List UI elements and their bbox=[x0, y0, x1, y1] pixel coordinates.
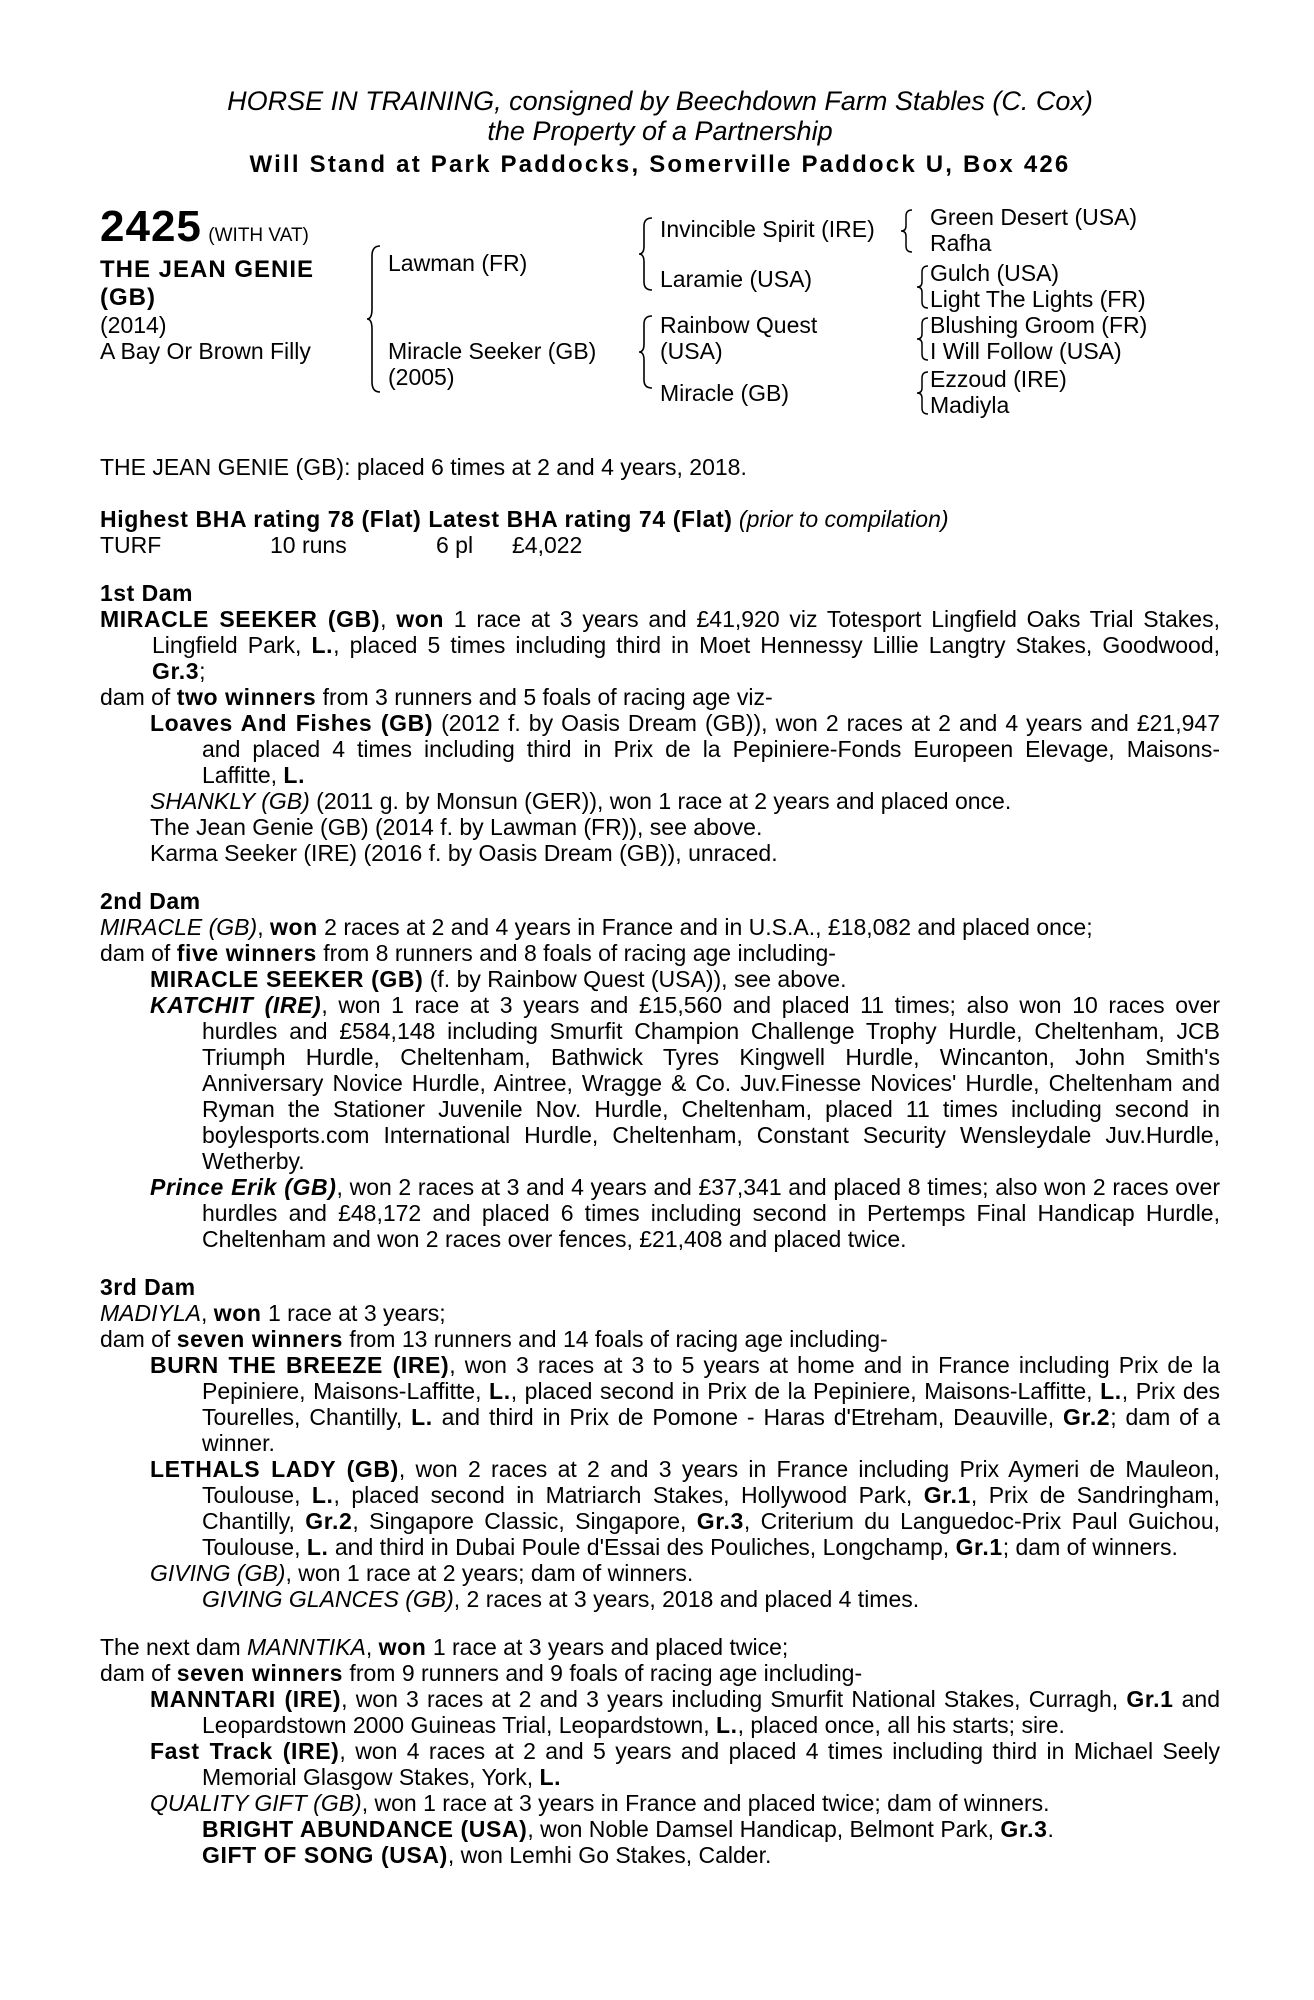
text-run: 2 races at 2 and 4 years in France and in U.S.A., £18,082 and placed once; bbox=[317, 914, 1093, 940]
pedigree-g1: Green Desert (USA) bbox=[930, 204, 1138, 230]
pedigree-brace-5 bbox=[916, 264, 930, 310]
progeny-entry bbox=[100, 1456, 1220, 1560]
text-run: from 13 runners and 14 foals of racing age including- bbox=[343, 1326, 888, 1352]
dam3-damof bbox=[100, 1326, 1220, 1352]
catalogue-page bbox=[100, 86, 1220, 1868]
text-run: , won 3 races at 2 and 3 years including Smurfit National Stakes, Curragh, bbox=[341, 1686, 1127, 1712]
progeny-entry bbox=[100, 788, 1220, 814]
text-run: , placed second in Prix de la Pepiniere, Maisons-Laffitte, bbox=[510, 1378, 1101, 1404]
dam1-damof bbox=[100, 684, 1220, 710]
progeny-entry bbox=[100, 1560, 1220, 1586]
text-run: L. bbox=[1100, 1378, 1122, 1404]
text-run: , placed second in Matriarch Stakes, Hollywood Park, bbox=[333, 1482, 924, 1508]
progeny-entry bbox=[100, 814, 1220, 840]
text-run: Gr.2 bbox=[305, 1508, 353, 1534]
lot-number: 2425 bbox=[100, 202, 202, 251]
text-run: won bbox=[396, 606, 445, 632]
text-run: seven winners bbox=[176, 1660, 344, 1686]
text-run: from 3 runners and 5 foals of racing age viz- bbox=[316, 684, 773, 710]
progeny-entry bbox=[100, 1352, 1220, 1456]
text-run: L. bbox=[283, 762, 306, 788]
text-run: , bbox=[365, 1634, 379, 1660]
text-run: , Prix des Tourelles, Chantilly, bbox=[202, 1378, 1220, 1430]
nextdam-intro bbox=[100, 1634, 1220, 1660]
text-run: , won Lemhi Go Stakes, Calder. bbox=[447, 1842, 772, 1868]
text-run: , bbox=[200, 1300, 214, 1326]
text-run: BRIGHT ABUNDANCE (USA) bbox=[202, 1816, 528, 1842]
text-run: Gr.1 bbox=[955, 1534, 1003, 1560]
text-run: , Criterium du Languedoc-Prix Paul Guichou, Toulouse, bbox=[202, 1508, 1220, 1560]
text-run: won bbox=[378, 1634, 427, 1660]
text-run: 1 race at 3 years and placed twice; bbox=[426, 1634, 789, 1660]
progeny-entry bbox=[100, 1586, 1220, 1612]
text-run: MIRACLE SEEKER (GB) bbox=[100, 606, 381, 632]
pedigree-brace-2 bbox=[638, 216, 654, 292]
text-run: , placed 5 times including third in Moet Hennessy Lillie Langtry Stakes, Goodwood, bbox=[333, 632, 1220, 658]
text-run: dam of bbox=[100, 1660, 177, 1686]
text-run: and Leopardstown 2000 Guineas Trial, Leopardstown, bbox=[202, 1686, 1221, 1738]
text-run: ; dam of winners. bbox=[1002, 1534, 1178, 1560]
progeny-entry bbox=[100, 1790, 1220, 1816]
dam2-intro bbox=[100, 914, 1220, 940]
lot-number-line bbox=[100, 204, 309, 250]
pedigree-dam-sire: Rainbow Quest bbox=[660, 312, 818, 338]
pedigree-brace-7 bbox=[916, 370, 930, 416]
location-line: Will Stand at Park Paddocks, Somerville Paddock U, Box 426 bbox=[249, 151, 1071, 178]
pedigree-brace-1 bbox=[366, 244, 382, 394]
pedigree-g2: Rafha bbox=[930, 230, 992, 256]
text-run: MANNTARI (IRE) bbox=[150, 1686, 342, 1712]
text-run: MIRACLE (GB) bbox=[100, 914, 258, 940]
text-run: , won 4 races at 2 and 5 years and placed 4 times including third in Michael Seely Memorial Glasgow Stakes, York, bbox=[202, 1738, 1220, 1790]
progeny-entry bbox=[100, 1816, 1220, 1842]
progeny-entry bbox=[100, 1174, 1220, 1252]
text-run: Gr.2 bbox=[1063, 1404, 1111, 1430]
pedigree-dam-dam: Miracle (GB) bbox=[660, 380, 790, 406]
stat-prize: £4,022 bbox=[512, 532, 583, 558]
text-run: , won 1 race at 3 years and £15,560 and placed 11 times; also won 10 races over hurdles and £584,148 including Smurfit Champion Challenge Trophy Hurdle, Cheltenham, JCB Triumph Hurdle, Cheltenham, Bathwick Tyres Kingwell Hurdle, Wincanton, John Smith's Anniversary Novice Hurdle, Aintree, Wragge & Co. Juv.Finesse Novices' Hurdle, Cheltenham and Ryman the Stationer Juvenile Nov. Hurdle, Cheltenham, placed 11 times including second in boylesports.com International Hurdle, Cheltenham, Constant Security Wensleydale Juv.Hurdle, Wetherby. bbox=[202, 992, 1220, 1174]
pedigree-dam-sire-origin: (USA) bbox=[660, 338, 723, 364]
text-run: won bbox=[213, 1300, 262, 1326]
dam1-heading: 1st Dam bbox=[100, 580, 193, 606]
text-run: 1 race at 3 years and £41,920 viz Totesport Lingfield Oaks Trial Stakes, Lingfield Park, bbox=[152, 606, 1220, 658]
text-run: L. bbox=[411, 1404, 433, 1430]
text-run: 1 race at 3 years; bbox=[261, 1300, 446, 1326]
text-run: , won 2 races at 2 and 3 years in France including Prix Aymeri de Mauleon, Toulouse, bbox=[202, 1456, 1220, 1508]
text-run: five winners bbox=[176, 940, 317, 966]
text-run: seven winners bbox=[176, 1326, 344, 1352]
text-run: , won 3 races at 3 to 5 years at home and in France including Prix de la Pepiniere, Maisons-Laffitte, bbox=[202, 1352, 1220, 1404]
text-run: , won 1 race at 3 years in France and placed twice; dam of winners. bbox=[361, 1790, 1050, 1816]
pedigree-dam-year: (2005) bbox=[388, 364, 455, 390]
text-run: , Singapore Classic, Singapore, bbox=[352, 1508, 697, 1534]
dam2-heading: 2nd Dam bbox=[100, 888, 201, 914]
pedigree-dam: Miracle Seeker (GB) bbox=[388, 338, 597, 364]
vat-note: (WITH VAT) bbox=[208, 225, 309, 246]
foaling-year: (2014) bbox=[100, 312, 167, 338]
text-run: . bbox=[1047, 1816, 1054, 1842]
text-run: , Prix de Sandringham, Chantilly, bbox=[202, 1482, 1220, 1534]
dam3-grandprogeny bbox=[100, 1586, 1220, 1612]
dam1-progeny bbox=[100, 710, 1220, 866]
text-run: Gr.3 bbox=[1000, 1816, 1048, 1842]
pedigree-g5: Blushing Groom (FR) bbox=[930, 312, 1148, 338]
text-run: The Jean Genie (GB) (2014 f. by Lawman (FR)), see above. bbox=[150, 814, 763, 840]
horse-name: THE JEAN GENIE bbox=[100, 256, 315, 283]
text-run: Gr.1 bbox=[1126, 1686, 1174, 1712]
text-run: L. bbox=[489, 1378, 511, 1404]
pedigree-brace-4 bbox=[900, 208, 914, 254]
nextdam-grandprogeny bbox=[100, 1816, 1220, 1868]
lot-header bbox=[100, 86, 1220, 178]
progeny-entry bbox=[100, 1738, 1220, 1790]
dam3-heading: 3rd Dam bbox=[100, 1274, 196, 1300]
horse-description: A Bay Or Brown Filly bbox=[100, 338, 311, 364]
race-summary: THE JEAN GENIE (GB): placed 6 times at 2 and 4 years, 2018. bbox=[100, 454, 747, 480]
text-run: , won 1 race at 2 years; dam of winners. bbox=[285, 1560, 694, 1586]
stat-runs: 10 runs bbox=[270, 532, 347, 558]
text-run: dam of bbox=[100, 940, 177, 966]
text-run: and third in Prix de Pomone - Haras d'Etreham, Deauville, bbox=[432, 1404, 1064, 1430]
text-run: Gr.1 bbox=[923, 1482, 971, 1508]
text-run: (f. by Rainbow Quest (USA)), see above. bbox=[423, 966, 847, 992]
rating-note: (prior to compilation) bbox=[738, 506, 949, 532]
text-run: , bbox=[380, 606, 397, 632]
pedigree-g3: Gulch (USA) bbox=[930, 260, 1060, 286]
text-run: from 9 runners and 9 foals of racing age including- bbox=[343, 1660, 863, 1686]
stat-surface: TURF bbox=[100, 532, 162, 558]
text-run: from 8 runners and 8 foals of racing age including- bbox=[316, 940, 836, 966]
pedigree-sire: Lawman (FR) bbox=[388, 250, 528, 276]
pedigree-g8: Madiyla bbox=[930, 392, 1010, 418]
text-run: MANNTIKA bbox=[247, 1634, 366, 1660]
dam3-intro bbox=[100, 1300, 1220, 1326]
text-run: LETHALS LADY (GB) bbox=[150, 1456, 399, 1482]
pedigree-g7: Ezzoud (IRE) bbox=[930, 366, 1067, 392]
pedigree-sire-sire: Invincible Spirit (IRE) bbox=[660, 216, 875, 242]
bha-rating: Highest BHA rating 78 (Flat) Latest BHA rating 74 (Flat) bbox=[100, 506, 733, 532]
nextdam-progeny bbox=[100, 1686, 1220, 1816]
text-run: L. bbox=[716, 1712, 738, 1738]
text-run: , placed once, all his starts; sire. bbox=[737, 1712, 1065, 1738]
text-run: The next dam bbox=[100, 1634, 248, 1660]
progeny-entry bbox=[100, 966, 1220, 992]
text-run: dam of bbox=[100, 1326, 177, 1352]
consignor-line: HORSE IN TRAINING, consigned by Beechdown Farm Stables (C. Cox) bbox=[227, 86, 1093, 116]
text-run: , won Noble Damsel Handicap, Belmont Park, bbox=[527, 1816, 1001, 1842]
text-run: BURN THE BREEZE (IRE) bbox=[150, 1352, 450, 1378]
horse-origin: (GB) bbox=[100, 284, 156, 311]
dam1-intro bbox=[100, 606, 1220, 684]
text-run: Loaves And Fishes (GB) bbox=[150, 710, 434, 736]
text-run: Karma Seeker (IRE) (2016 f. by Oasis Dream (GB)), unraced. bbox=[150, 840, 778, 866]
text-run: GIVING (GB) bbox=[150, 1560, 286, 1586]
text-run: SHANKLY (GB) bbox=[150, 788, 310, 814]
text-run: L. bbox=[306, 1534, 329, 1560]
text-run: , 2 races at 3 years, 2018 and placed 4 times. bbox=[453, 1586, 920, 1612]
progeny-entry bbox=[100, 992, 1220, 1174]
nextdam-damof bbox=[100, 1660, 1220, 1686]
text-run: and third in Dubai Poule d'Essai des Pouliches, Longchamp, bbox=[328, 1534, 956, 1560]
text-run: two winners bbox=[176, 684, 317, 710]
text-run: (2012 f. by Oasis Dream (GB)), won 2 races at 2 and 4 years and £21,947 and placed 4 times including third in Prix de la Pepiniere-Fonds Europeen Elevage, Maisons-Laffitte, bbox=[202, 710, 1220, 788]
pedigree-g6: I Will Follow (USA) bbox=[930, 338, 1122, 364]
text-run: L. bbox=[311, 632, 334, 658]
text-run: MADIYLA bbox=[100, 1300, 201, 1326]
text-run: MIRACLE SEEKER (GB) bbox=[150, 966, 424, 992]
dam3-progeny bbox=[100, 1352, 1220, 1586]
pedigree-sire-dam: Laramie (USA) bbox=[660, 266, 813, 292]
text-run: won bbox=[269, 914, 318, 940]
pedigree-g4: Light The Lights (FR) bbox=[930, 286, 1146, 312]
text-run: , bbox=[257, 914, 270, 940]
text-run: , won 2 races at 3 and 4 years and £37,341 and placed 8 times; also won 2 races over hurdles and £48,172 and placed 6 times including second in Pertemps Final Handicap Hurdle, Cheltenham and won 2 races over fences, £21,408 and placed twice. bbox=[202, 1174, 1220, 1252]
rating-block bbox=[100, 506, 1220, 558]
text-run: L. bbox=[311, 1482, 334, 1508]
text-run: Fast Track (IRE) bbox=[150, 1738, 340, 1764]
text-run: QUALITY GIFT (GB) bbox=[150, 1790, 362, 1816]
dam2-progeny bbox=[100, 966, 1220, 1252]
pedigree-brace-3 bbox=[638, 314, 654, 390]
progeny-entry bbox=[100, 840, 1220, 866]
dam2-damof bbox=[100, 940, 1220, 966]
text-run: dam of bbox=[100, 684, 177, 710]
pedigree-brace-6 bbox=[916, 316, 930, 362]
property-line: the Property of a Partnership bbox=[487, 116, 833, 146]
pedigree-block bbox=[100, 204, 1220, 454]
turf-stats bbox=[100, 532, 1220, 558]
text-run: L. bbox=[539, 1764, 562, 1790]
text-run: KATCHIT (IRE) bbox=[150, 992, 322, 1018]
text-run: Prince Erik (GB) bbox=[150, 1174, 337, 1200]
text-run: (2011 g. by Monsun (GER)), won 1 race at 2 years and placed once. bbox=[309, 788, 1012, 814]
text-run: Gr.3 bbox=[152, 658, 200, 684]
text-run: Gr.3 bbox=[696, 1508, 744, 1534]
text-run: ; dam of a winner. bbox=[202, 1404, 1221, 1456]
stat-placed: 6 pl bbox=[436, 532, 474, 558]
progeny-entry bbox=[100, 1842, 1220, 1868]
text-run: GIFT OF SONG (USA) bbox=[202, 1842, 448, 1868]
progeny-entry bbox=[100, 710, 1220, 788]
text-run: GIVING GLANCES (GB) bbox=[202, 1586, 454, 1612]
text-run: ; bbox=[199, 658, 206, 684]
progeny-entry bbox=[100, 1686, 1220, 1738]
